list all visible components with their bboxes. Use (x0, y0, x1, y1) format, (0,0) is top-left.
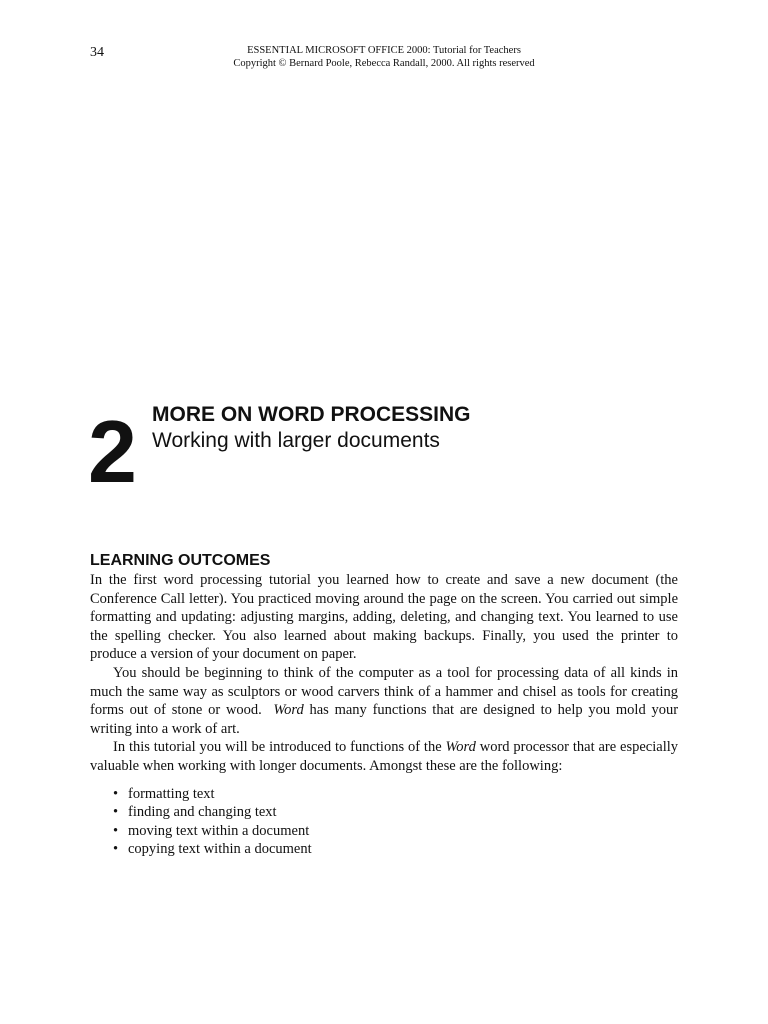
chapter-title: MORE ON WORD PROCESSING (152, 403, 471, 426)
running-header (200, 44, 568, 70)
paragraph-3-part-b: word processor that are especially valuable when working with longer documents. Amongst these are the following: (90, 739, 679, 774)
paragraph-2 (90, 664, 678, 738)
book-title: ESSENTIAL MICROSOFT OFFICE 2000: Tutorial for Teachers (247, 45, 521, 56)
outcomes-list (90, 785, 678, 859)
list-item-text: formatting text (128, 785, 215, 802)
page-number: 34 (90, 45, 104, 60)
paragraph-3-italic: Word (445, 739, 476, 756)
bullet-icon: • (113, 822, 119, 839)
paragraph-3 (90, 738, 678, 775)
bullet-icon: • (113, 804, 119, 821)
bullet-icon: • (113, 785, 119, 802)
body-text (90, 571, 678, 859)
paragraph-2-italic: Word (273, 702, 304, 719)
paragraph-1: In the first word processing tutorial you learned how to create and save a new document (the Conference Call letter). You practiced moving around the page on the screen. You carried out simple formatting and updating: adjusting margins, adding, deleting, and changing text. You learned to use the spelling checker. You also learned about making backups. Finally, you used the printer to produce a version of your document on paper. (90, 572, 678, 663)
list-item-text: moving text within a document (128, 822, 310, 839)
bullet-icon: • (113, 841, 119, 858)
list-item-text: finding and changing text (128, 804, 277, 821)
list-item-text: copying text within a document (128, 841, 312, 858)
paragraph-2-part-a: You should be beginning to think of the computer as a tool for processing data of all kinds in much the same way as sculptors or wood carvers think of a hammer and chisel as tools for creating forms out of stone or wood. (90, 664, 678, 719)
paragraph-3-part-a: In this tutorial you will be introduced to functions of the (113, 739, 442, 756)
copyright-line: Copyright © Bernard Poole, Rebecca Randall, 2000. All rights reserved (233, 58, 535, 69)
list-item (113, 785, 678, 804)
list-item (113, 840, 678, 859)
section-heading: LEARNING OUTCOMES (90, 552, 271, 569)
list-item (113, 822, 678, 841)
paragraph-2-part-b: has many functions that are designed to help you mold your writing into a work of art. (90, 702, 679, 737)
chapter-subtitle: Working with larger documents (152, 429, 440, 452)
chapter-number: 2 (88, 402, 135, 501)
list-item (113, 803, 678, 822)
